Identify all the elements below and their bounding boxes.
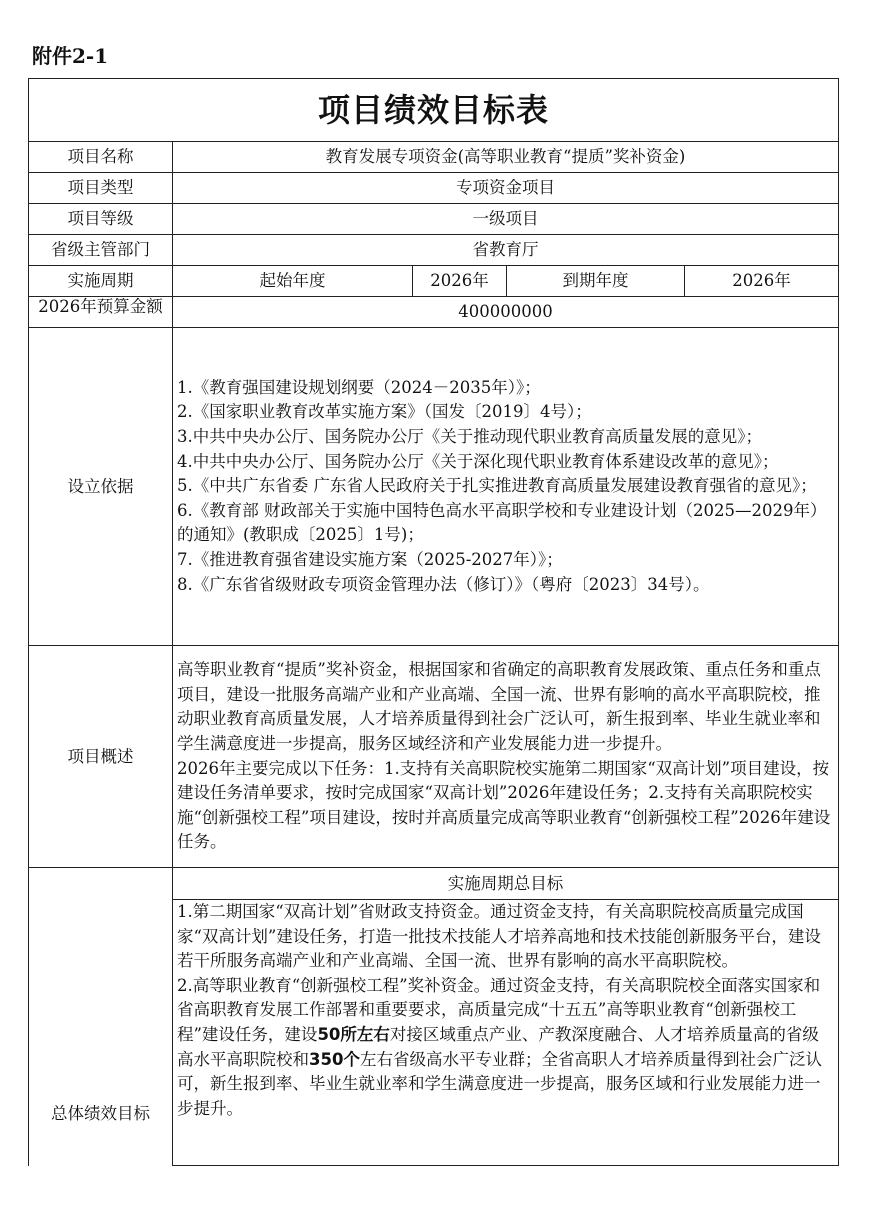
goals-highlight-groups: 350个 [309, 1049, 360, 1069]
end-year-label: 到期年度 [507, 266, 685, 297]
start-year-label: 起始年度 [173, 266, 413, 297]
attachment-label: 附件2-1 [32, 44, 109, 68]
basis-item: 6.《教育部 财政部关于实施中国特色高水平高职学校和专业建设计划（2025—2029年）的通知》(教职成〔2025〕1号)； [177, 500, 827, 545]
department-label: 省级主管部门 [29, 235, 173, 266]
goals-header: 实施周期总目标 [173, 868, 839, 900]
table-title: 项目绩效目标表 [29, 79, 839, 142]
project-level-label: 项目等级 [29, 204, 173, 235]
project-level-value: 一级项目 [173, 204, 839, 235]
goals-paragraph-1: 1.第二期国家“双高计划”省财政支持资金。通过资金支持，有关高职院校高质量完成国家“双高计划”建设任务，打造一批技术技能人才培养高地和技术技能创新服务平台，建设若干所服务高端产业和产业高端、全国一流、世界有影响的高水平高职院校。 [177, 902, 821, 971]
goals-text [173, 900, 839, 1166]
overview-paragraph: 2026年主要完成以下任务：1.支持有关高职院校实施第二期国家“双高计划”项目建设，按建设任务清单要求，按时完成国家“双高计划”2026年建设任务；2.支持有关高职院校实施“创新强校工程”项目建设，按时并高质量完成高等职业教育“创新强校工程”2026年建设任务。 [177, 758, 831, 852]
overview-label: 项目概述 [29, 646, 173, 868]
period-label: 实施周期 [29, 266, 173, 297]
basis-item: 8.《广东省省级财政专项资金管理办法（修订）》（粤府〔2023〕34号）。 [177, 574, 710, 594]
end-year-value: 2026年 [685, 266, 839, 297]
budget-label-cell [29, 297, 173, 328]
overview-text [173, 646, 839, 868]
basis-item: 1.《教育强国建设规划纲要（2024－2035年）》； [177, 377, 541, 397]
goals-text-part: 对接区域重点产业、产教深度融合、人才培养质量高的省级高水平高职院校和 [177, 1024, 819, 1069]
goals-label: 总体绩效目标 [29, 868, 173, 1166]
overview-paragraph: 高等职业教育“提质”奖补资金，根据国家和省确定的高职教育发展政策、重点任务和重点项目，建设一批服务高端产业和产业高端、全国一流、世界有影响的高水平高职院校，推动职业教育高质量发展，人才培养质量得到社会广泛认可，新生报到率、毕业生就业率和学生满意度进一步提高，服务区域经济和产业发展能力进一步提升。 [177, 660, 821, 753]
department-value: 省教育厅 [173, 235, 839, 266]
project-name-label: 项目名称 [29, 142, 173, 173]
basis-item: 4.中共中央办公厅、国务院办公厅《关于深化现代职业教育体系建设改革的意见》； [177, 451, 779, 471]
goals-text-part: 2.高等职业教育“创新强校工程”奖补资金。通过资金支持，有关高职院校全面落实国家和省高职教育发展工作部署和重要要求，高质量完成“十五五”高等职业教育“创新强校工程”建设任务，建设 [177, 975, 821, 1044]
goals-highlight-schools: 50所左右 [317, 1024, 390, 1044]
performance-table [28, 78, 839, 1166]
budget-value: 400000000 [173, 297, 839, 328]
project-name-value: 教育发展专项资金(高等职业教育“提质”奖补资金) [173, 142, 839, 173]
basis-label: 设立依据 [29, 328, 173, 646]
goals-paragraph-2 [177, 974, 834, 1122]
basis-item: 7.《推进教育强省建设实施方案（2025-2027年）》； [177, 549, 563, 569]
start-year-value: 2026年 [413, 266, 507, 297]
basis-item: 5.《中共广东省委 广东省人民政府关于扎实推进教育高质量发展建设教育强省的意见》； [177, 476, 817, 496]
project-type-value: 专项资金项目 [173, 173, 839, 204]
basis-item: 2.《国家职业教育改革实施方案》（国发〔2019〕4号）； [177, 402, 592, 422]
goals-text-part: 左右省级高水平专业群；全省高职人才培养质量得到社会广泛认可，新生报到率、毕业生就业率和学生满意度进一步提高，服务区域和行业发展能力进一步提升。 [177, 1049, 822, 1118]
basis-list [173, 328, 839, 646]
budget-label: 2026年预算金额 [38, 297, 163, 316]
basis-item: 3.中共中央办公厅、国务院办公厅《关于推动现代职业教育高质量发展的意见》； [177, 427, 762, 447]
project-type-label: 项目类型 [29, 173, 173, 204]
